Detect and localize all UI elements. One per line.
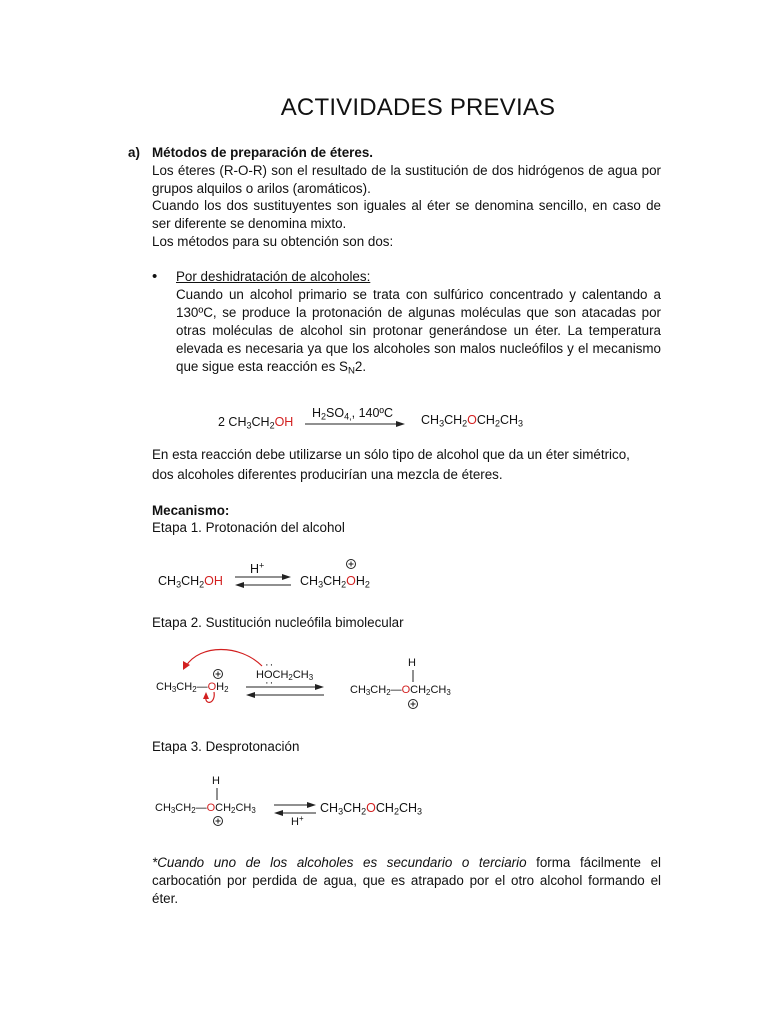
section-marker: a)	[128, 145, 140, 160]
footnote: *Cuando uno de los alcoholes es secundario o terciario forma fácilmente el carbocatión por perdida de agua, que es atrapado por el otro alcohol formando el éter.	[152, 855, 661, 906]
reaction-product: $CH_3CH_2OCH_2CH_3$	[421, 413, 524, 429]
step3-oxonium-bond	[214, 788, 220, 802]
step2-protonated-alcohol: $CH_3CH_2—OH_2$	[156, 681, 229, 694]
page-title: ACTIVIDADES PREVIAS	[280, 94, 556, 121]
step1-protonated: $CH_3CH_2OH_2$	[300, 574, 370, 590]
reactant-ethanol: 2 $CH_3CH_2OH$	[218, 415, 294, 431]
step1-plus-charge	[345, 558, 357, 570]
step2-label: Etapa 2. Sustitución nucleófila bimolecular	[152, 615, 404, 630]
step2-equilibrium-arrows	[246, 684, 324, 700]
step3-oxonium-h: H	[212, 775, 220, 787]
step3-h-plus: H+	[291, 814, 304, 828]
after-reaction-line-2: dos alcoholes diferentes producirían una mezcla de éteres.	[152, 467, 503, 482]
intro-paragraph-1: Los éteres (R-O-R) son el resultado de la sustitución de dos hidrógenos de agua por grupos alquilos o arilos (aromáticos).	[152, 163, 661, 196]
step1-h-plus: H+	[250, 560, 265, 576]
section-heading: Métodos de preparación de éteres.	[152, 145, 374, 160]
step2-product-plus-charge	[407, 698, 419, 710]
bullet-title: Por deshidratación de alcoholes:	[176, 269, 371, 284]
step3-ether-product: $CH_3CH_2OCH_2CH_3$	[320, 801, 423, 817]
step2-nucleophile-ethanol: $HOCH_2CH_3$	[256, 669, 314, 682]
step2-lone-pair-top: ··	[265, 659, 275, 671]
reaction-conditions: $H_2SO_{4,}$, 140ºC	[312, 406, 394, 422]
bullet-body: Cuando un alcohol primario se trata con sulfúrico concentrado y calentando a 130ºC, se produce la protonación de algunas moléculas que son atacadas por otras moléculas de alcohol sin protonar generándose un éter. La temperatura elevada es necesaria ya que los alcoholes son malos nucleófilos y el mecanismo que sigue esta reacción es $S_N2$.	[176, 287, 661, 377]
step1-ethanol: $CH_3CH_2OH$	[158, 574, 223, 590]
step3-label: Etapa 3. Desprotonación	[152, 739, 300, 754]
mechanism-heading: Mecanismo:	[152, 503, 230, 518]
reaction-arrow	[305, 420, 405, 430]
step1-label: Etapa 1. Protonación del alcohol	[152, 520, 345, 535]
step2-lone-pair-bottom: ··	[265, 677, 275, 689]
step3-oxonium: $CH_3CH_2—OCH_2CH_3$	[155, 802, 256, 815]
step1-equilibrium-arrows	[235, 574, 291, 590]
step3-plus-charge	[212, 815, 224, 827]
bullet-dot: •	[152, 268, 158, 285]
intro-paragraph-2: Cuando los dos sustituyentes son iguales al éter se denomina sencillo, en caso de ser diferente se denomina mixto.	[152, 198, 661, 231]
intro-paragraph-3: Los métodos para su obtención son dos:	[152, 234, 394, 249]
after-reaction-line-1: En esta reacción debe utilizarse un sólo tipo de alcohol que da un éter simétrico,	[152, 447, 630, 462]
step2-oxonium-product: $CH_3CH_2—OCH_2CH_3$	[350, 684, 451, 697]
step2-oxonium-h: H	[408, 657, 416, 669]
step2-oxonium-bond	[410, 670, 416, 684]
